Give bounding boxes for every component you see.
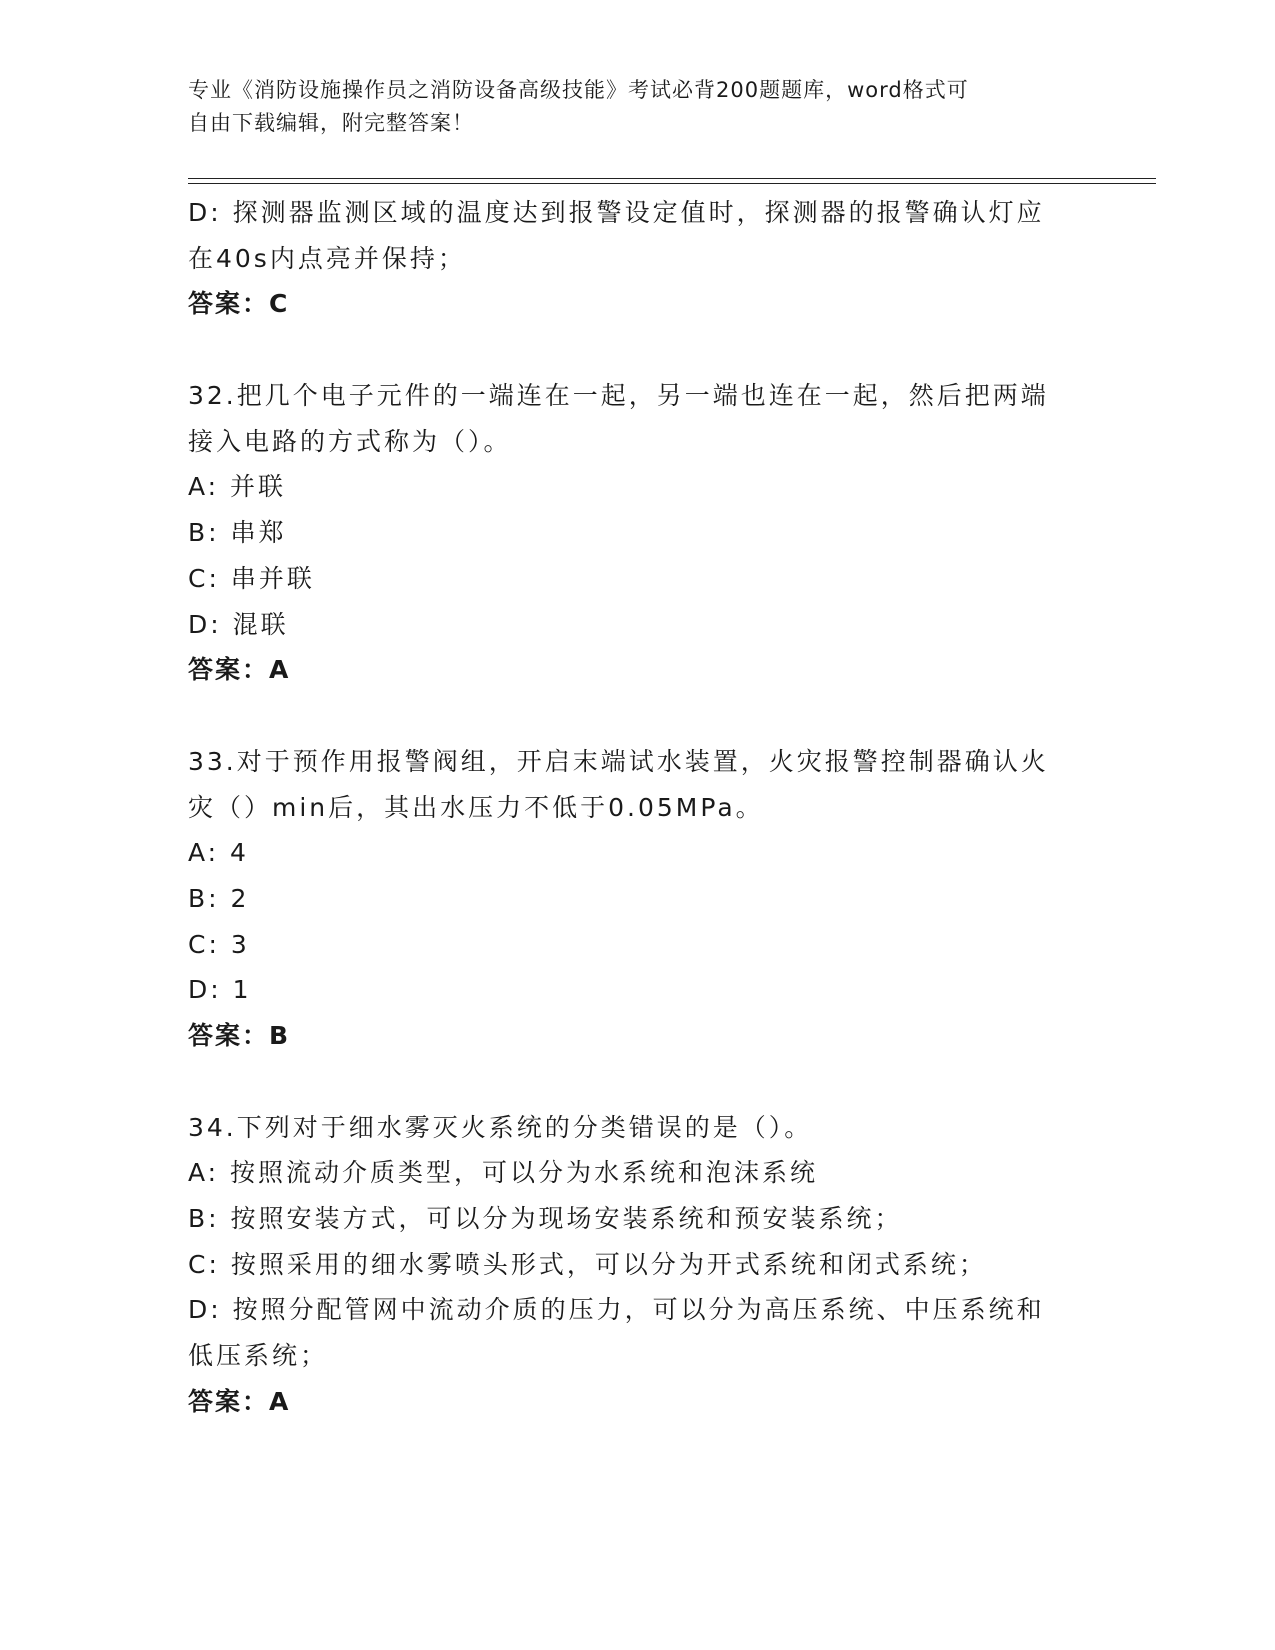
option-d: D: 混联 [188,609,289,639]
question-stem: 33.对于预作用报警阀组，开启末端试水装置，火灾报警控制器确认火 [188,746,1049,776]
option-d: D: 按照分配管网中流动介质的压力，可以分为高压系统、中压系统和 [188,1295,1045,1325]
option-b: B: 串郑 [188,518,287,548]
question-34 [188,1105,1088,1425]
answer-line: 答案：A [188,655,291,685]
option-c: C: 串并联 [188,563,315,593]
spacer [188,327,1088,373]
question-list [188,190,1088,1425]
question-stem: 34.下列对于细水雾灭火系统的分类错误的是（）。 [188,1112,813,1142]
question-33 [188,739,1088,1059]
header-title-line-2: 自由下载编辑，附完整答案！ [188,111,474,135]
option-b: B: 2 [188,883,250,913]
question-stem-continued: 灾（）min后，其出水压力不低于0.05MPa。 [188,792,764,822]
spacer [188,693,1088,739]
option-b: B: 按照安装方式，可以分为现场安装系统和预安装系统； [188,1204,903,1234]
question-32 [188,373,1088,693]
spacer [188,1059,1088,1105]
question-31-tail [188,190,1088,327]
answer-line: 答案：B [188,1021,291,1050]
option-d: D: 探测器监测区域的温度达到报警设定值时，探测器的报警确认灯应 [188,198,1045,227]
question-stem-continued: 接入电路的方式称为（）。 [188,426,512,456]
option-d-continued: 低压系统； [188,1341,329,1371]
option-a: A: 并联 [188,472,287,502]
option-c: C: 3 [188,929,250,959]
answer-line: 答案：A [188,1386,291,1416]
header-divider-bottom [188,183,1156,184]
header-title-line-1: 专业《消防设施操作员之消防设备高级技能》考试必背200题题库，word格式可 [188,78,969,102]
option-c: C: 按照采用的细水雾喷头形式，可以分为开式系统和闭式系统； [188,1249,987,1279]
option-d-continued: 在40s内点亮并保持； [188,243,466,273]
option-d: D: 1 [188,975,252,1005]
option-a: A: 按照流动介质类型，可以分为水系统和泡沫系统 [188,1158,819,1188]
answer-line: 答案：C [188,289,290,319]
option-a: A: 4 [188,838,249,868]
question-stem: 32.把几个电子元件的一端连在一起，另一端也连在一起，然后把两端 [188,381,1049,411]
page-header [188,74,1068,140]
header-divider-top [188,178,1156,179]
